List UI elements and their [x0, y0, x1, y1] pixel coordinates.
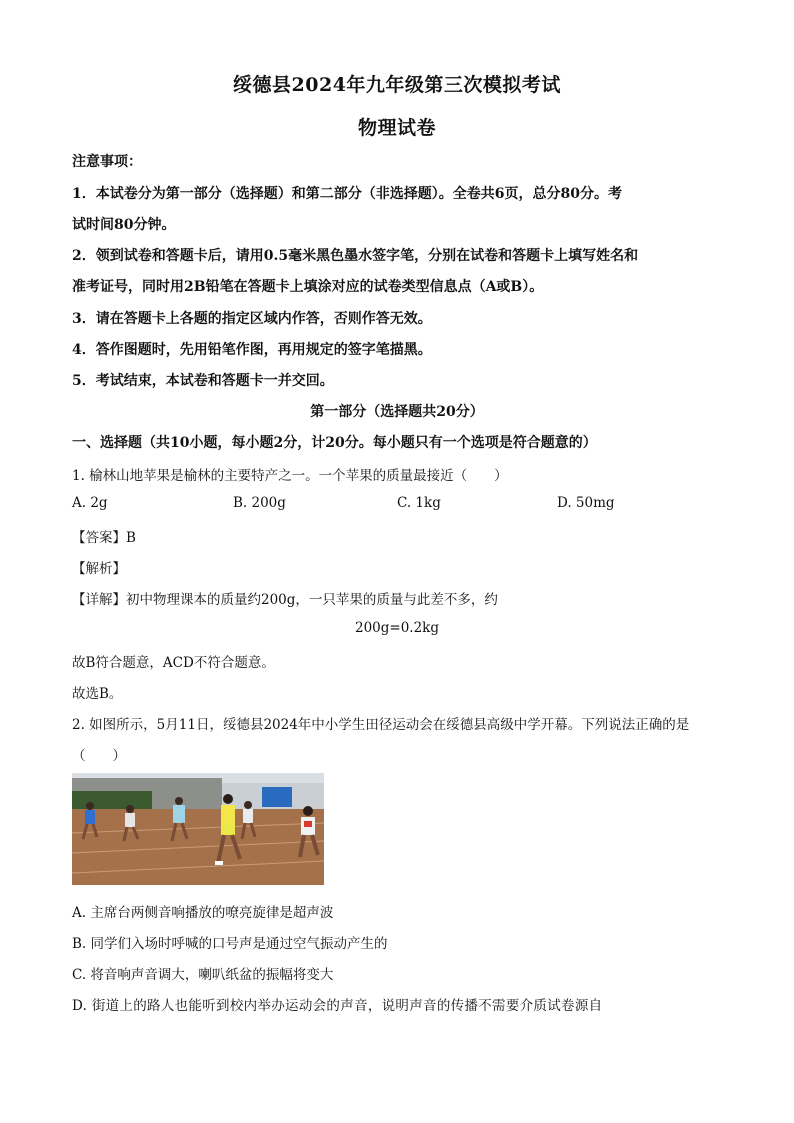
q2-option-a: A. 主席台两侧音响播放的嘹亮旋律是超声波: [72, 905, 334, 921]
note-line-4: 准考证号，同时用2B铅笔在答题卡上填涂对应的试卷类型信息点（A或B）。: [72, 279, 544, 295]
q1-option-d: D. 50mg: [557, 495, 615, 511]
note-line-6: 4．答作图题时，先用铅笔作图，再用规定的签字笔描黑。: [72, 342, 432, 358]
q2-option-d: D. 街道上的路人也能听到校内举办运动会的声音，说明声音的传播不需要介质试卷源自: [72, 998, 603, 1014]
q1-detail: 【详解】初中物理课本的质量约200g，一只苹果的质量与此差不多，约: [72, 592, 498, 608]
q2-option-b: B. 同学们入场时呼喊的口号声是通过空气振动产生的: [72, 936, 388, 952]
part1-heading: 第一部分（选择题共20分）: [310, 404, 484, 420]
q1-conclusion-1: 故B符合题意，ACD不符合题意。: [72, 655, 275, 671]
q2-option-c: C. 将音响声音调大，喇叭纸盆的振幅将变大: [72, 967, 334, 983]
q2-stem-line-2: （ ）: [72, 748, 126, 764]
note-line-5: 3．请在答题卡上各题的指定区域内作答，否则作答无效。: [72, 311, 432, 327]
note-line-2: 试时间80分钟。: [72, 217, 176, 233]
exam-title: 绥德县2024年九年级第三次模拟考试: [233, 74, 561, 96]
q1-option-b: B. 200g: [233, 495, 286, 511]
q1-stem: 1. 榆林山地苹果是榆林的主要特产之一。一个苹果的质量最接近（ ）: [72, 468, 508, 484]
q1-answer: 【答案】B: [72, 530, 136, 546]
q1-option-a: A. 2g: [72, 495, 108, 511]
q1-option-c: C. 1kg: [397, 495, 441, 511]
track-race-photo: [72, 773, 324, 885]
q1-analysis: 【解析】: [72, 561, 126, 577]
note-line-3: 2．领到试卷和答题卡后，请用0.5毫米黑色墨水签字笔，分别在试卷和答题卡上填写姓名和: [72, 248, 639, 264]
q2-stem-line-1: 2. 如图所示，5月11日，绥德县2024年中小学生田径运动会在绥德县高级中学开幕。下列说法正确的是: [72, 717, 690, 733]
note-line-7: 5．考试结束，本试卷和答题卡一并交回。: [72, 373, 334, 389]
q1-formula: 200g=0.2kg: [354, 620, 439, 636]
exam-subtitle: 物理试卷: [357, 117, 436, 139]
notes-heading: 注意事项：: [72, 154, 142, 170]
section-heading: 一、选择题（共10小题，每小题2分，计20分。每小题只有一个选项是符合题意的）: [72, 435, 597, 451]
note-line-1: 1．本试卷分为第一部分（选择题）和第二部分（非选择题）。全卷共6页，总分80分。考: [72, 186, 622, 202]
q1-conclusion-2: 故选B。: [72, 686, 123, 702]
